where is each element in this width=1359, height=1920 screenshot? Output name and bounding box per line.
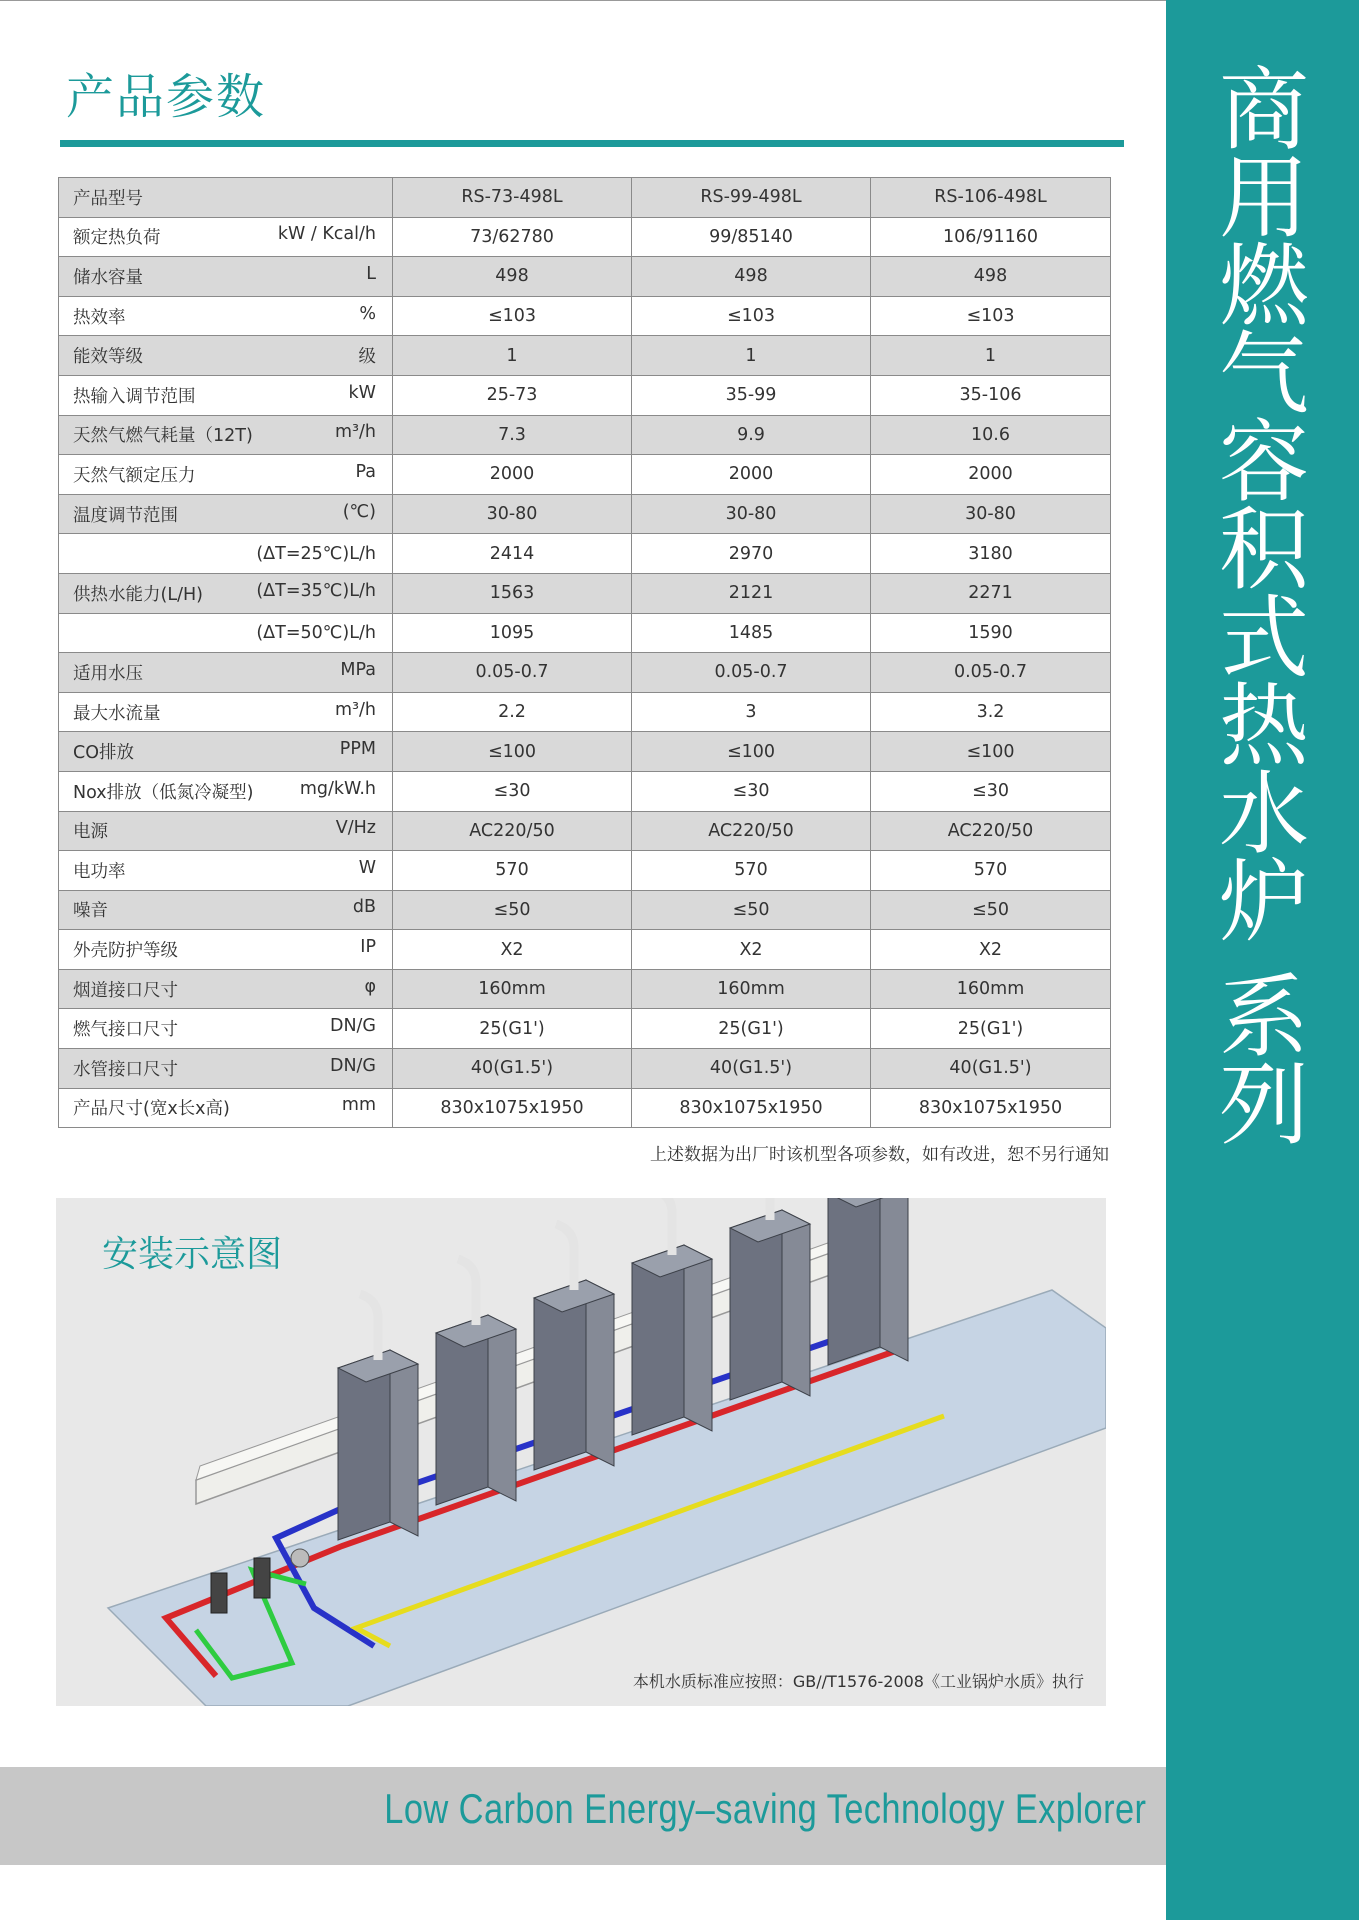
footer-slogan: Low Carbon Energy–saving Technology Explorer [383,1785,1146,1832]
spec-label: 温度调节范围 [73,505,178,526]
spec-row [59,732,1111,772]
boiler-unit [534,1224,614,1470]
spec-label-cell [59,257,393,297]
spec-label-cell [59,1009,393,1049]
spec-value: ≤30 [393,771,632,811]
spec-unit: (ΔT=50℃)L/h [256,622,376,643]
vertical-series-title: 商用燃气容积式热水炉 系列 [1203,62,1308,1145]
spec-row [59,653,1111,693]
footer-band [0,1767,1166,1865]
boiler-unit [632,1198,712,1435]
spec-value: 498 [871,257,1111,297]
spec-label-cell [59,890,393,930]
spec-unit: φ [364,976,376,997]
spec-value: 0.05-0.7 [393,653,632,693]
spec-label-cell [59,811,393,851]
spec-value: 9.9 [632,415,871,455]
spec-unit: W [358,857,376,878]
spec-value: 1563 [393,573,632,613]
spec-unit: dB [352,897,376,918]
spec-value: 25(G1') [393,1009,632,1049]
spec-value: ≤100 [393,732,632,772]
spec-label: 天然气燃气耗量（12T) [73,426,253,447]
title-underline [60,140,1124,147]
spec-unit: V/Hz [335,818,376,839]
spec-value: 1 [632,336,871,376]
table-footnote: 上述数据为出厂时该机型各项参数，如有改进，恕不另行通知 [650,1145,1109,1165]
spec-label: 噪音 [73,901,108,922]
spec-value: 2121 [632,573,871,613]
spec-row [59,375,1111,415]
spec-value: AC220/50 [632,811,871,851]
spec-value: 570 [393,851,632,891]
spec-label-cell [59,969,393,1009]
spec-value: 2414 [393,534,632,574]
spec-value: 830x1075x1950 [393,1088,632,1128]
spec-row [59,771,1111,811]
spec-value: 10.6 [871,415,1111,455]
spec-value: X2 [871,930,1111,970]
spec-value: RS-73-498L [393,178,632,218]
boiler-unit [436,1259,516,1505]
spec-row [59,613,1111,653]
spec-value: ≤103 [393,296,632,336]
spec-label: 产品尺寸(宽x长x高) [73,1099,230,1120]
spec-label-cell [59,534,393,574]
spec-value: 40(G1.5') [632,1049,871,1089]
spec-value: 2000 [871,455,1111,495]
spec-unit: MPa [340,659,376,680]
spec-unit: mg/kW.h [299,778,376,799]
spec-label-cell [59,455,393,495]
spec-row [59,890,1111,930]
spec-value: 0.05-0.7 [632,653,871,693]
section-title: 产品参数 [66,69,267,125]
spec-value: RS-99-498L [632,178,871,218]
spec-value: 0.05-0.7 [871,653,1111,693]
spec-value: 3.2 [871,692,1111,732]
spec-unit: Pa [355,461,376,482]
spec-unit: DN/G [329,1016,376,1037]
spec-value: 35-106 [871,375,1111,415]
spec-unit: DN/G [329,1055,376,1076]
spec-row [59,930,1111,970]
spec-label: 适用水压 [73,663,143,684]
spec-label-cell [59,336,393,376]
spec-label: 燃气接口尺寸 [73,1020,178,1041]
spec-label-cell [59,851,393,891]
spec-value: 35-99 [632,375,871,415]
installation-illustration [56,1198,1106,1706]
spec-value: 73/62780 [393,217,632,257]
spec-value: 2000 [632,455,871,495]
spec-label: 供热水能力(L/H) [73,584,203,605]
spec-value: 2000 [393,455,632,495]
spec-label-cell [59,692,393,732]
spec-value: 160mm [871,969,1111,1009]
spec-value: ≤103 [632,296,871,336]
spec-row [59,415,1111,455]
spec-value: 2.2 [393,692,632,732]
installation-diagram [56,1198,1106,1706]
spec-value: ≤103 [871,296,1111,336]
spec-value: 25(G1') [871,1009,1111,1049]
spec-label-cell [59,375,393,415]
spec-value: 3 [632,692,871,732]
spec-label: 产品型号 [73,188,143,209]
spec-row [59,573,1111,613]
spec-value: ≤30 [871,771,1111,811]
spec-label: Nox排放（低氮冷凝型) [73,782,254,803]
spec-value: 25(G1') [632,1009,871,1049]
spec-label: 能效等级 [73,347,143,368]
spec-unit: kW / Kcal/h [277,224,376,245]
spec-value: 30-80 [393,494,632,534]
spec-value: 3180 [871,534,1111,574]
spec-value: 570 [632,851,871,891]
spec-label: 热输入调节范围 [73,386,196,407]
spec-value: 99/85140 [632,217,871,257]
spec-label-cell [59,732,393,772]
boiler-unit [828,1198,908,1365]
spec-value: 25-73 [393,375,632,415]
spec-row [59,1088,1111,1128]
spec-unit: IP [360,937,376,958]
boiler-unit [730,1198,810,1400]
spec-label: 储水容量 [73,267,143,288]
spec-value: 40(G1.5') [871,1049,1111,1089]
spec-row [59,851,1111,891]
spec-value: 570 [871,851,1111,891]
spec-value: 30-80 [632,494,871,534]
spec-row [59,692,1111,732]
spec-unit: (ΔT=25℃)L/h [256,543,376,564]
spec-value: 830x1075x1950 [632,1088,871,1128]
spec-row [59,296,1111,336]
spec-row [59,455,1111,495]
water-quality-note: 本机水质标准应按照：GB//T1576-2008《工业锅炉水质》执行 [632,1672,1084,1691]
spec-row [59,969,1111,1009]
spec-label: 热效率 [73,307,126,328]
spec-label-cell [59,1049,393,1089]
spec-unit: L [366,263,376,284]
spec-label-cell [59,573,393,613]
spec-label: 最大水流量 [73,703,161,724]
spec-label: CO排放 [73,743,134,764]
spec-unit: m³/h [334,422,376,443]
spec-value: 160mm [393,969,632,1009]
spec-label-cell [59,771,393,811]
spec-unit: mm [341,1095,376,1116]
spec-unit: PPM [339,739,376,760]
spec-label-cell [59,930,393,970]
spec-value: ≤30 [632,771,871,811]
spec-unit: 级 [358,347,376,368]
spec-label-cell [59,296,393,336]
spec-value: X2 [393,930,632,970]
spec-label: 水管接口尺寸 [73,1059,178,1080]
spec-value: X2 [632,930,871,970]
spec-label-cell [59,1088,393,1128]
spec-value: 30-80 [871,494,1111,534]
spec-value: ≤100 [871,732,1111,772]
boiler-unit [338,1294,418,1540]
spec-label-cell [59,178,393,218]
spec-value: 498 [632,257,871,297]
page-top-border [0,0,1166,1]
spec-value: 160mm [632,969,871,1009]
spec-row [59,811,1111,851]
spec-label-cell [59,494,393,534]
spec-value: 106/91160 [871,217,1111,257]
spec-value: 40(G1.5') [393,1049,632,1089]
spec-value: 830x1075x1950 [871,1088,1111,1128]
spec-value: ≤50 [871,890,1111,930]
spec-value: AC220/50 [871,811,1111,851]
spec-value: 2970 [632,534,871,574]
install-title: 安装示意图 [102,1234,283,1275]
spec-unit: m³/h [334,699,376,720]
spec-value: AC220/50 [393,811,632,851]
spec-value: 498 [393,257,632,297]
spec-row [59,217,1111,257]
spec-label: 电功率 [73,861,126,882]
spec-label-cell [59,653,393,693]
spec-value: RS-106-498L [871,178,1111,218]
spec-table-body [59,178,1111,1128]
spec-value: ≤50 [393,890,632,930]
spec-table [58,177,1111,1128]
spec-row [59,336,1111,376]
spec-unit: % [359,303,376,324]
spec-row [59,1049,1111,1089]
spec-unit: (ΔT=35℃)L/h [256,580,376,601]
spec-value: 2271 [871,573,1111,613]
spec-label: 电源 [73,822,108,843]
spec-value: 1 [871,336,1111,376]
spec-label-cell [59,217,393,257]
spec-value: ≤100 [632,732,871,772]
spec-value: 1095 [393,613,632,653]
spec-unit: (℃) [342,501,376,522]
spec-label: 烟道接口尺寸 [73,980,178,1001]
spec-unit: kW [348,382,376,403]
spec-label: 外壳防护等级 [73,941,178,962]
spec-value: 1 [393,336,632,376]
spec-value: 1590 [871,613,1111,653]
spec-label-cell [59,415,393,455]
spec-label: 天然气额定压力 [73,465,196,486]
spec-row [59,178,1111,218]
spec-label: 额定热负荷 [73,228,161,249]
spec-row [59,534,1111,574]
spec-value: 7.3 [393,415,632,455]
spec-value: ≤50 [632,890,871,930]
spec-row [59,494,1111,534]
spec-label-cell [59,613,393,653]
spec-value: 1485 [632,613,871,653]
spec-row [59,1009,1111,1049]
spec-row [59,257,1111,297]
